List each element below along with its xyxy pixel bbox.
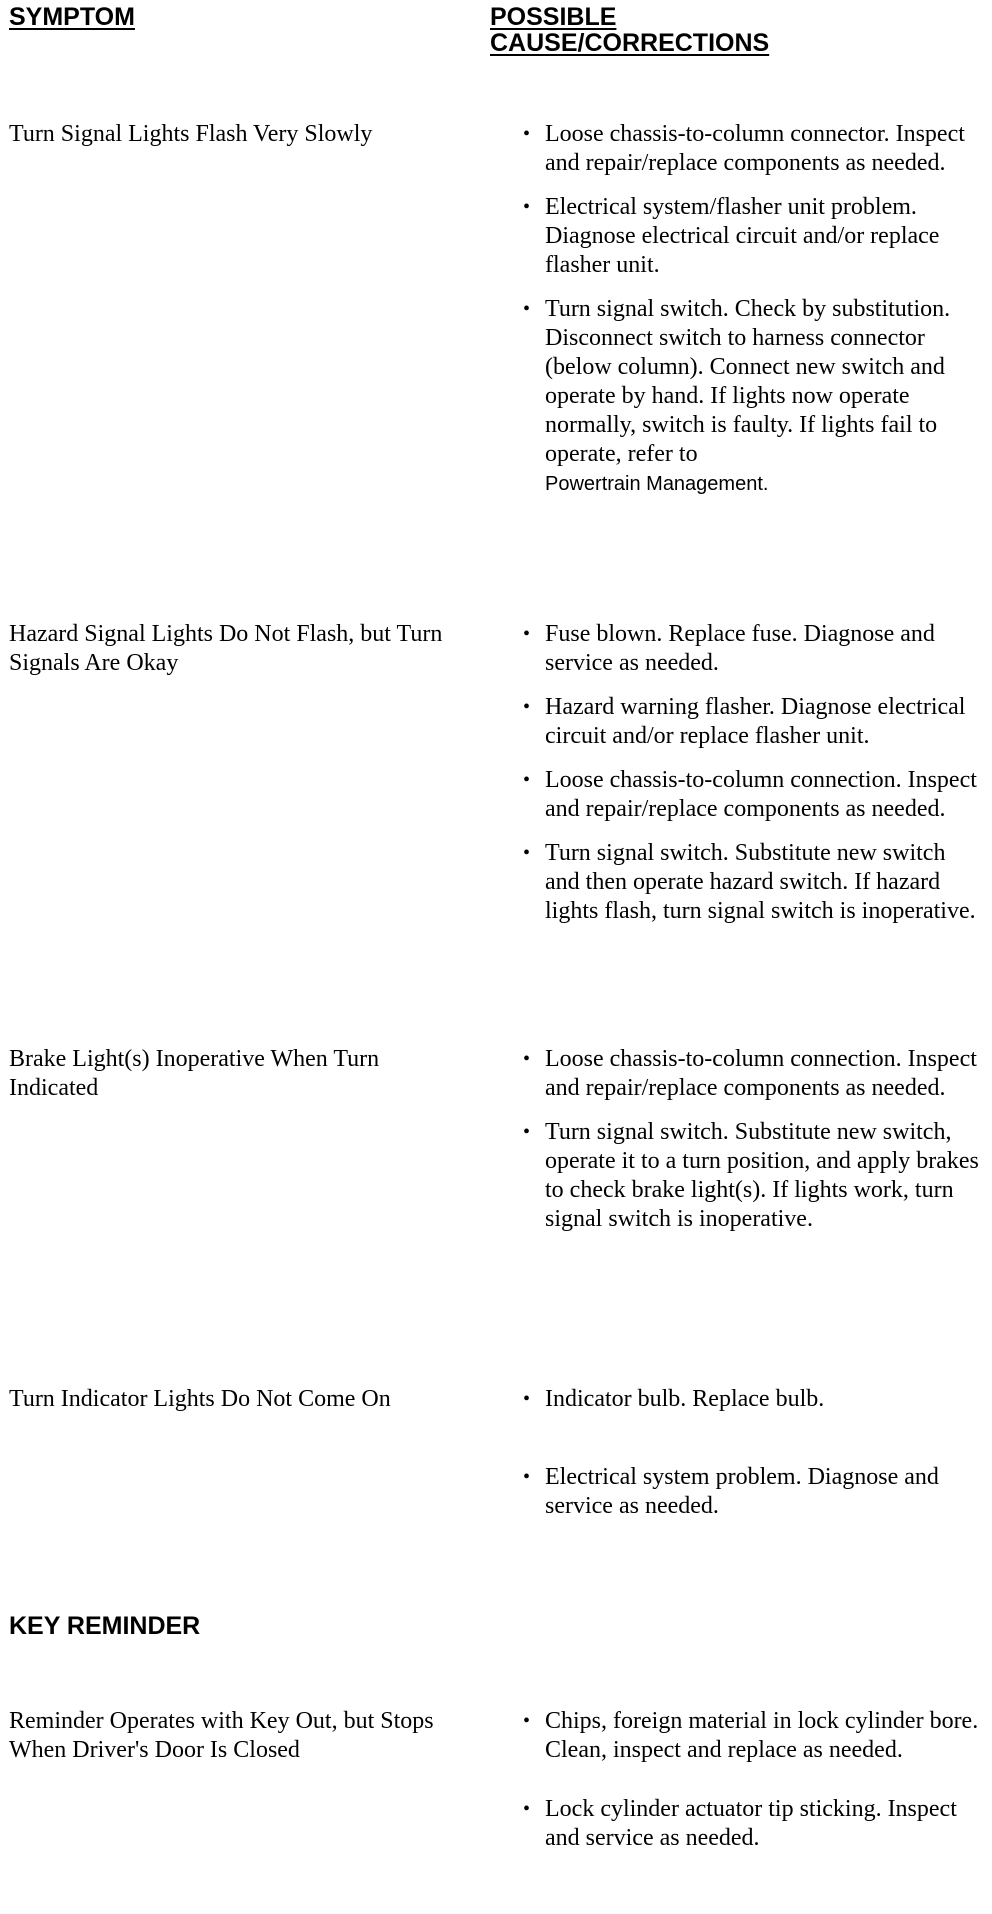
- cause-header-line1: POSSIBLE: [490, 3, 617, 31]
- causes-key-reminder: [515, 1707, 985, 1868]
- cause-item: [515, 1045, 985, 1103]
- cause-item: [515, 1707, 985, 1765]
- cause-text: Fuse blown. Replace fuse. Diagnose and service as needed.: [545, 621, 935, 676]
- cause-reference-note: Powertrain Management.: [545, 473, 769, 495]
- bullet-icon: •: [523, 842, 531, 864]
- bullet-icon: •: [523, 1798, 531, 1820]
- causes-brake-light: [515, 1045, 985, 1249]
- cause-item: [515, 839, 985, 926]
- cause-text: Loose chassis-to-column connector. Inspect and repair/replace components as needed.: [545, 121, 965, 176]
- cause-text: Loose chassis-to-column connection. Inspect and repair/replace components as needed.: [545, 767, 977, 822]
- cause-item: [515, 295, 985, 499]
- cause-text: Indicator bulb. Replace bulb.: [545, 1386, 825, 1412]
- cause-text: Turn signal switch. Substitute new switch, operate it to a turn position, and apply brakes to check brake light(s). If lights work, turn signal switch is inoperative.: [545, 1119, 979, 1232]
- cause-item: [515, 620, 985, 678]
- symptom-brake-light: Brake Light(s) Inoperative When Turn Indicated: [9, 1046, 380, 1101]
- bullet-icon: •: [523, 769, 531, 791]
- bullet-icon: •: [523, 1466, 531, 1488]
- cause-item: [515, 1463, 985, 1521]
- symptom-column-header: SYMPTOM: [9, 3, 135, 31]
- bullet-icon: •: [523, 1121, 531, 1143]
- cause-text: Turn signal switch. Substitute new switch and then operate hazard switch. If hazard lights flash, turn signal switch is inoperative.: [545, 840, 976, 924]
- cause-text: Chips, foreign material in lock cylinder bore. Clean, inspect and replace as needed.: [545, 1708, 979, 1763]
- bullet-icon: •: [523, 696, 531, 718]
- cause-text: Lock cylinder actuator tip sticking. Inspect and service as needed.: [545, 1796, 957, 1851]
- cause-column-header: [490, 4, 769, 56]
- cause-text: Electrical system/flasher unit problem. Diagnose electrical circuit and/or replace flasher unit.: [545, 194, 940, 278]
- causes-indicator-off: [515, 1385, 985, 1536]
- bullet-icon: •: [523, 123, 531, 145]
- causes-hazard-no-flash: [515, 620, 985, 941]
- bullet-icon: •: [523, 1048, 531, 1070]
- bullet-icon: •: [523, 1388, 531, 1410]
- cause-header-line2: CAUSE/CORRECTIONS: [490, 29, 770, 57]
- causes-slow-flash: [515, 120, 985, 514]
- cause-text: Loose chassis-to-column connection. Inspect and repair/replace components as needed.: [545, 1046, 977, 1101]
- cause-item: [515, 1385, 985, 1414]
- bullet-icon: •: [523, 1710, 531, 1732]
- bullet-icon: •: [523, 196, 531, 218]
- cause-text: Hazard warning flasher. Diagnose electrical circuit and/or replace flasher unit.: [545, 694, 966, 749]
- cause-item: [515, 1118, 985, 1234]
- key-reminder-heading: KEY REMINDER: [9, 1612, 201, 1640]
- symptom-indicator-off: Turn Indicator Lights Do Not Come On: [9, 1386, 391, 1412]
- cause-item: [515, 193, 985, 280]
- cause-text: Electrical system problem. Diagnose and service as needed.: [545, 1464, 939, 1519]
- cause-item: [515, 766, 985, 824]
- cause-item: [515, 1795, 985, 1853]
- cause-item: [515, 120, 985, 178]
- cause-item: [515, 693, 985, 751]
- bullet-icon: •: [523, 623, 531, 645]
- cause-text: Turn signal switch. Check by substitution. Disconnect switch to harness connector (below column). Connect new switch and operate by hand. If lights now operate normally, switch is faulty. If lights fail to operate, refer to: [545, 296, 951, 467]
- symptom-key-reminder: Reminder Operates with Key Out, but Stops When Driver's Door Is Closed: [9, 1708, 434, 1763]
- symptom-hazard-no-flash: Hazard Signal Lights Do Not Flash, but Turn Signals Are Okay: [9, 621, 443, 676]
- symptom-slow-flash: Turn Signal Lights Flash Very Slowly: [9, 121, 373, 147]
- bullet-icon: •: [523, 298, 531, 320]
